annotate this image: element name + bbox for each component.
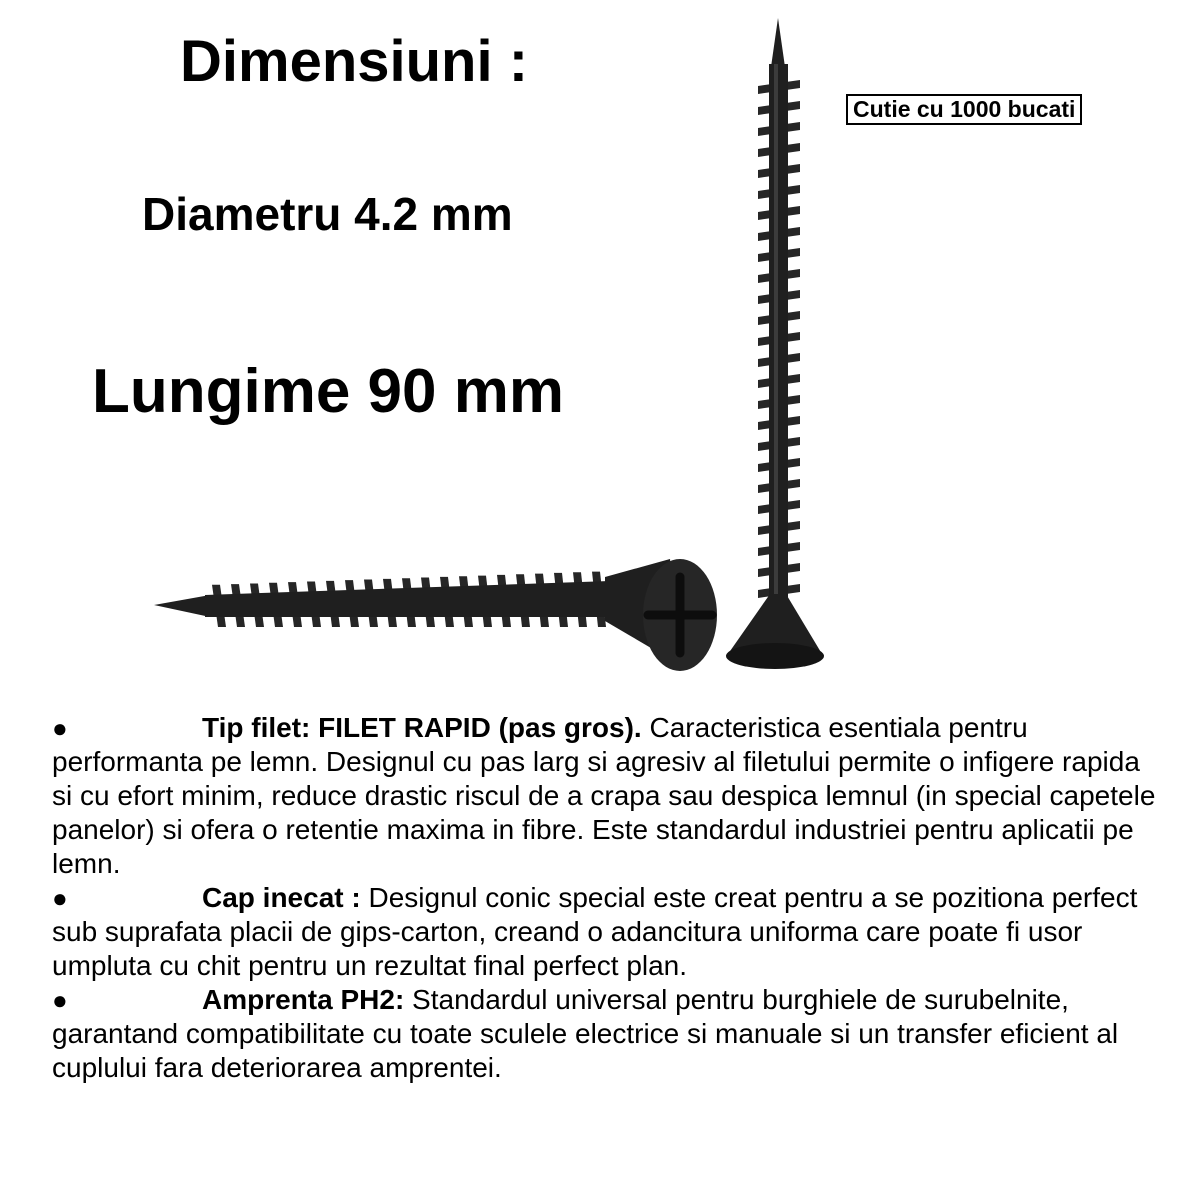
- feature-text: Caracteristica esentiala pentru performanta pe lemn. Designul cu pas larg si agresiv al filetului permite o infigere rapida si cu efort minim, reduce drastic riscul de a crapa sau despica lemnul (in special capetele panelor) si ofera o retentie maxima in fibre. Este standardul industriei pentru aplicatii pe lemn.: [52, 712, 1156, 879]
- feature-title: Cap inecat :: [202, 882, 361, 913]
- feature-title: Amprenta PH2:: [202, 984, 405, 1015]
- feature-title: Tip filet: FILET RAPID (pas gros).: [202, 712, 642, 743]
- bullet-icon: ●: [52, 883, 68, 913]
- bullet-icon: ●: [52, 713, 68, 743]
- screw-vertical-image: [720, 14, 850, 674]
- bullet-icon: ●: [52, 985, 68, 1015]
- feature-text: Standardul universal pentru burghiele de surubelnite, garantand compatibilitate cu toate sculele electrice si manuale si un transfer eficient al cuplului fara deteriorarea amprentei.: [52, 984, 1119, 1083]
- feature-item: [52, 711, 1162, 881]
- screw-tip: [154, 595, 210, 617]
- box-quantity-label: Cutie cu 1000 bucati: [846, 94, 1082, 125]
- screw-head-face: [726, 643, 824, 669]
- feature-text: Designul conic special este creat pentru a se pozitiona perfect sub suprafata placii de gips-carton, creand o adancitura uniforma care poate fi usor umpluta cu chit pentru un rezultat final perfect plan.: [52, 882, 1138, 981]
- screw-horizontal-image: [150, 555, 730, 680]
- screw-shank-highlight: [774, 64, 778, 599]
- diameter-spec: Diametru 4.2 mm: [142, 188, 513, 240]
- length-spec: Lungime 90 mm: [92, 357, 564, 426]
- screw-shank: [769, 64, 788, 599]
- feature-item: [52, 983, 1162, 1085]
- page-title: Dimensiuni :: [180, 29, 529, 94]
- feature-description: [52, 711, 1162, 1085]
- feature-item: [52, 881, 1162, 983]
